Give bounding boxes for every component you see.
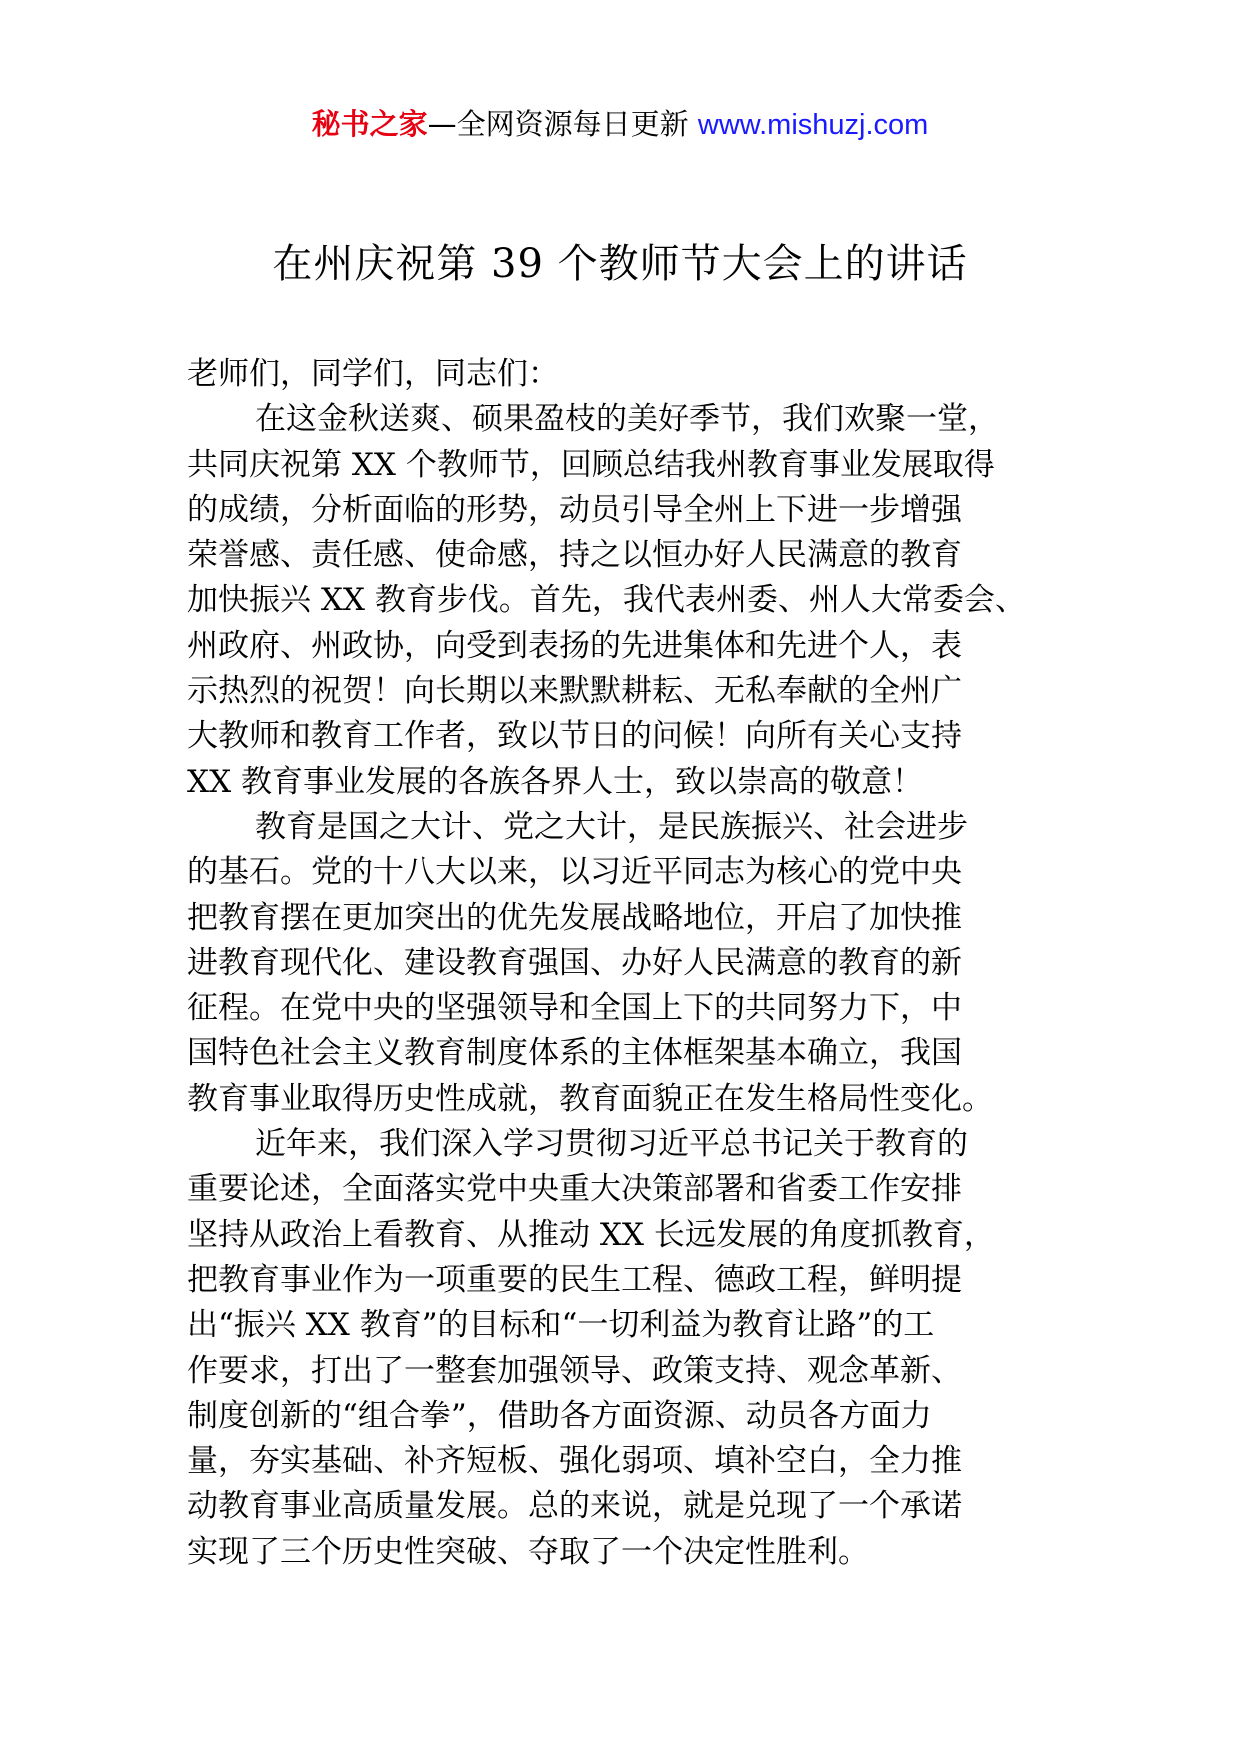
- paragraph-line: 动教育事业高质量发展。总的来说，就是兑现了一个承诺: [187, 1488, 962, 1525]
- paragraph-line: 荣誉感、责任感、使命感，持之以恒办好人民满意的教育: [187, 537, 962, 574]
- paragraph-line: 示热烈的祝贺！向长期以来默默耕耘、无私奉献的全州广: [187, 673, 962, 710]
- paragraph-line: 出“振兴 XX 教育”的目标和“一切利益为教育让路”的工: [187, 1307, 935, 1344]
- paragraph-line: 征程。在党中央的坚强领导和全国上下的共同努力下，中: [187, 990, 962, 1027]
- paragraph-line: 坚持从政治上看教育、从推动 XX 长远发展的角度抓教育，: [187, 1216, 995, 1253]
- paragraph-line: XX 教育事业发展的各族各界人士，致以崇高的敬意！: [187, 763, 923, 800]
- brand-name: 秘书之家: [311, 107, 428, 141]
- paragraph-line: 的成绩，分析面临的形势，动员引导全州上下进一步增强: [187, 491, 962, 528]
- site-header: [0, 104, 1240, 145]
- paragraph-line: 的基石。党的十八大以来，以习近平同志为核心的党中央: [187, 854, 962, 891]
- site-url-link[interactable]: www.mishuzj.com: [697, 109, 929, 141]
- paragraph-line: 把教育事业作为一项重要的民生工程、德政工程，鲜明提: [187, 1261, 962, 1298]
- paragraph-line: 国特色社会主义教育制度体系的主体框架基本确立，我国: [187, 1035, 962, 1072]
- paragraph-line: 把教育摆在更加突出的优先发展战略地位，开启了加快推: [187, 899, 962, 936]
- paragraph-line: 州政府、州政协，向受到表扬的先进集体和先进个人，表: [187, 627, 962, 664]
- paragraph-line: 在这金秋送爽、硕果盈枝的美好季节，我们欢聚一堂，: [255, 401, 999, 438]
- site-tagline: —全网资源每日更新: [427, 107, 698, 141]
- paragraph-line: 制度创新的“组合拳”，借助各方面资源、动员各方面力: [187, 1397, 932, 1434]
- paragraph-line: 实现了三个历史性突破、夺取了一个决定性胜利。: [187, 1533, 869, 1570]
- paragraph-line: 进教育现代化、建设教育强国、办好人民满意的教育的新: [187, 944, 962, 981]
- paragraph-line: 加快振兴 XX 教育步伐。首先，我代表州委、州人大常委会、: [187, 582, 1026, 619]
- paragraph-line: 作要求，打出了一整套加强领导、政策支持、观念革新、: [187, 1352, 962, 1389]
- salutation-line: 老师们，同学们，同志们：: [187, 356, 559, 392]
- document-body: [187, 352, 1080, 1575]
- paragraph-line: 教育是国之大计、党之大计，是民族振兴、社会进步: [255, 808, 968, 845]
- paragraph-line: 近年来，我们深入学习贯彻习近平总书记关于教育的: [255, 1126, 968, 1163]
- paragraph-line: 教育事业取得历史性成就，教育面貌正在发生格局性变化。: [187, 1080, 993, 1117]
- paragraph-line: 共同庆祝第 XX 个教师节，回顾总结我州教育事业发展取得: [187, 446, 995, 483]
- document-title: 在州庆祝第 39 个教师节大会上的讲话: [272, 241, 968, 287]
- paragraph-line: 重要论述，全面落实党中央重大决策部署和省委工作安排: [187, 1171, 962, 1208]
- paragraph-line: 量，夯实基础、补齐短板、强化弱项、填补空白，全力推: [187, 1443, 962, 1480]
- paragraph-line: 大教师和教育工作者，致以节日的问候！向所有关心支持: [187, 718, 962, 755]
